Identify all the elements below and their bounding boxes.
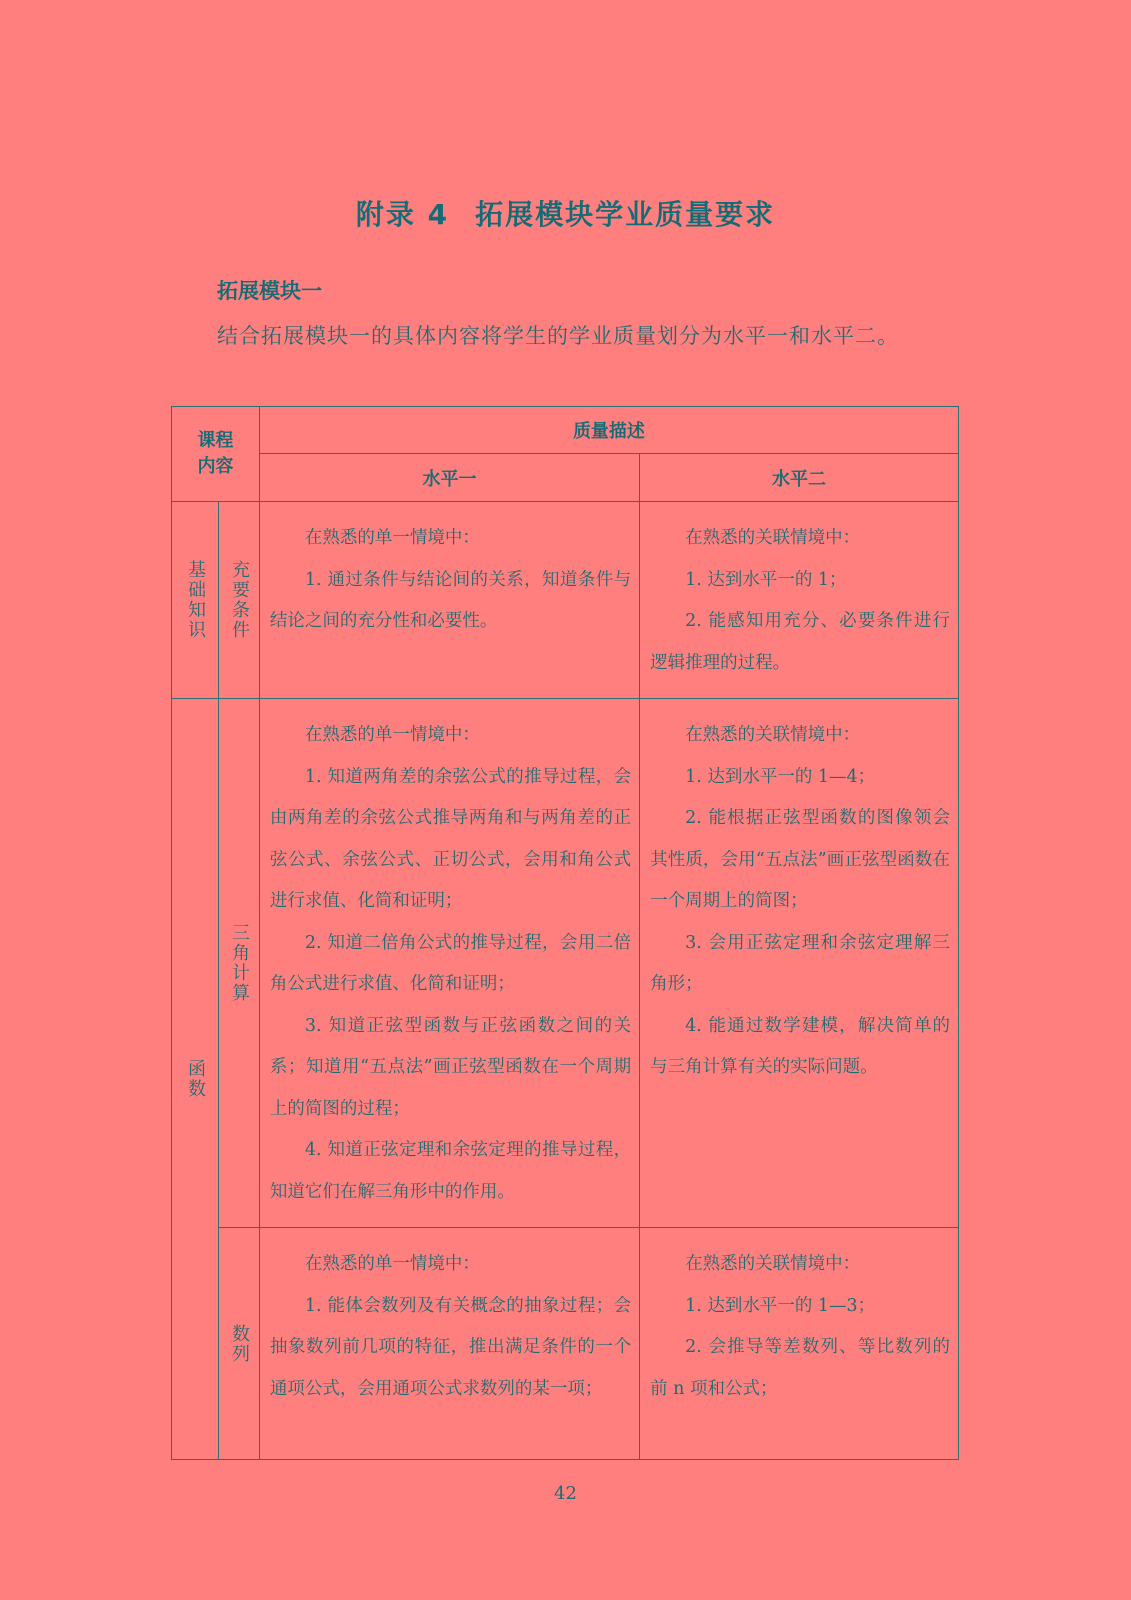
header-level1: 水平一 xyxy=(259,454,639,502)
cell-paragraph: 在熟悉的单一情境中： xyxy=(304,725,480,745)
cell-paragraph: 4. 知道正弦定理和余弦定理的推导过程，知道它们在解三角形中的作用。 xyxy=(269,1140,632,1202)
section-heading: 拓展模块一 xyxy=(217,279,322,303)
cell-paragraph: 在熟悉的单一情境中： xyxy=(304,528,480,548)
cell-paragraph: 在熟悉的关联情境中： xyxy=(685,725,861,745)
level1-cell xyxy=(259,502,639,699)
cell-paragraph: 3. 会用正弦定理和余弦定理解三角形； xyxy=(650,932,950,994)
page-title-main: 附录 4 xyxy=(355,198,450,231)
level1-cell xyxy=(259,1228,639,1460)
topic-cell xyxy=(219,502,260,699)
header-course-line1: 课程 xyxy=(197,430,234,451)
level1-cell xyxy=(259,699,639,1228)
topic-label: 三角计算 xyxy=(228,923,250,1003)
cell-paragraph: 2. 知道二倍角公式的推导过程，会用二倍角公式进行求值、化简和证明； xyxy=(269,932,632,994)
cell-paragraph: 1. 通过条件与结论间的关系，知道条件与结论之间的充分性和必要性。 xyxy=(269,569,632,631)
group-function-label: 函数 xyxy=(185,1059,206,1099)
page-number: 42 xyxy=(554,1483,577,1504)
table-row xyxy=(172,1228,959,1460)
level2-cell xyxy=(640,699,959,1228)
topic-label: 数列 xyxy=(228,1323,250,1364)
cell-paragraph: 1. 达到水平一的 1； xyxy=(685,569,847,590)
header-course-line2: 内容 xyxy=(197,456,234,477)
header-course-content xyxy=(172,407,260,502)
cell-paragraph: 1. 知道两角差的余弦公式的推导过程，会由两角差的余弦公式推导两角和与两角差的正弦公式、余弦公式、正切公式，会用和角公式进行求值、化简和证明； xyxy=(269,766,632,911)
group-function xyxy=(172,699,219,1460)
level2-cell xyxy=(640,502,959,699)
header-level2: 水平二 xyxy=(640,454,959,502)
topic-cell xyxy=(219,699,260,1228)
page-title-rest: 拓展模块学业质量要求 xyxy=(475,198,776,231)
group-basic xyxy=(172,502,219,699)
cell-paragraph: 在熟悉的关联情境中： xyxy=(685,1254,861,1274)
intro-paragraph: 结合拓展模块一的具体内容将学生的学业质量划分为水平一和水平二。 xyxy=(217,324,899,348)
cell-paragraph: 1. 达到水平一的 1—4； xyxy=(685,766,876,787)
header-quality: 质量描述 xyxy=(259,407,958,454)
cell-paragraph: 2. 会推导等差数列、等比数列的前 n 项和公式； xyxy=(650,1337,950,1399)
cell-paragraph: 2. 能根据正弦型函数的图像领会其性质，会用“五点法”画正弦型函数在一个周期上的简图； xyxy=(650,808,950,911)
cell-paragraph: 3. 知道正弦型函数与正弦函数之间的关系；知道用“五点法”画正弦型函数在一个周期上的简图的过程； xyxy=(269,1015,632,1119)
page-title xyxy=(0,193,1131,233)
table-row xyxy=(172,502,959,699)
topic-cell xyxy=(219,1228,260,1460)
table-row xyxy=(172,699,959,1228)
level2-cell xyxy=(640,1228,959,1460)
cell-paragraph: 在熟悉的关联情境中： xyxy=(685,528,861,548)
cell-paragraph: 2. 能感知用充分、必要条件进行逻辑推理的过程。 xyxy=(650,611,950,673)
cell-paragraph: 4. 能通过数学建模，解决简单的与三角计算有关的实际问题。 xyxy=(650,1015,950,1077)
group-basic-label: 基础知识 xyxy=(185,560,206,640)
cell-paragraph: 1. 达到水平一的 1—3； xyxy=(685,1295,876,1316)
topic-label: 充要条件 xyxy=(228,560,250,640)
cell-paragraph: 在熟悉的单一情境中： xyxy=(304,1254,480,1274)
quality-table xyxy=(171,406,959,1460)
cell-paragraph: 1. 能体会数列及有关概念的抽象过程；会抽象数列前几项的特征，推出满足条件的一个通项公式，会用通项公式求数列的某一项； xyxy=(269,1295,632,1399)
